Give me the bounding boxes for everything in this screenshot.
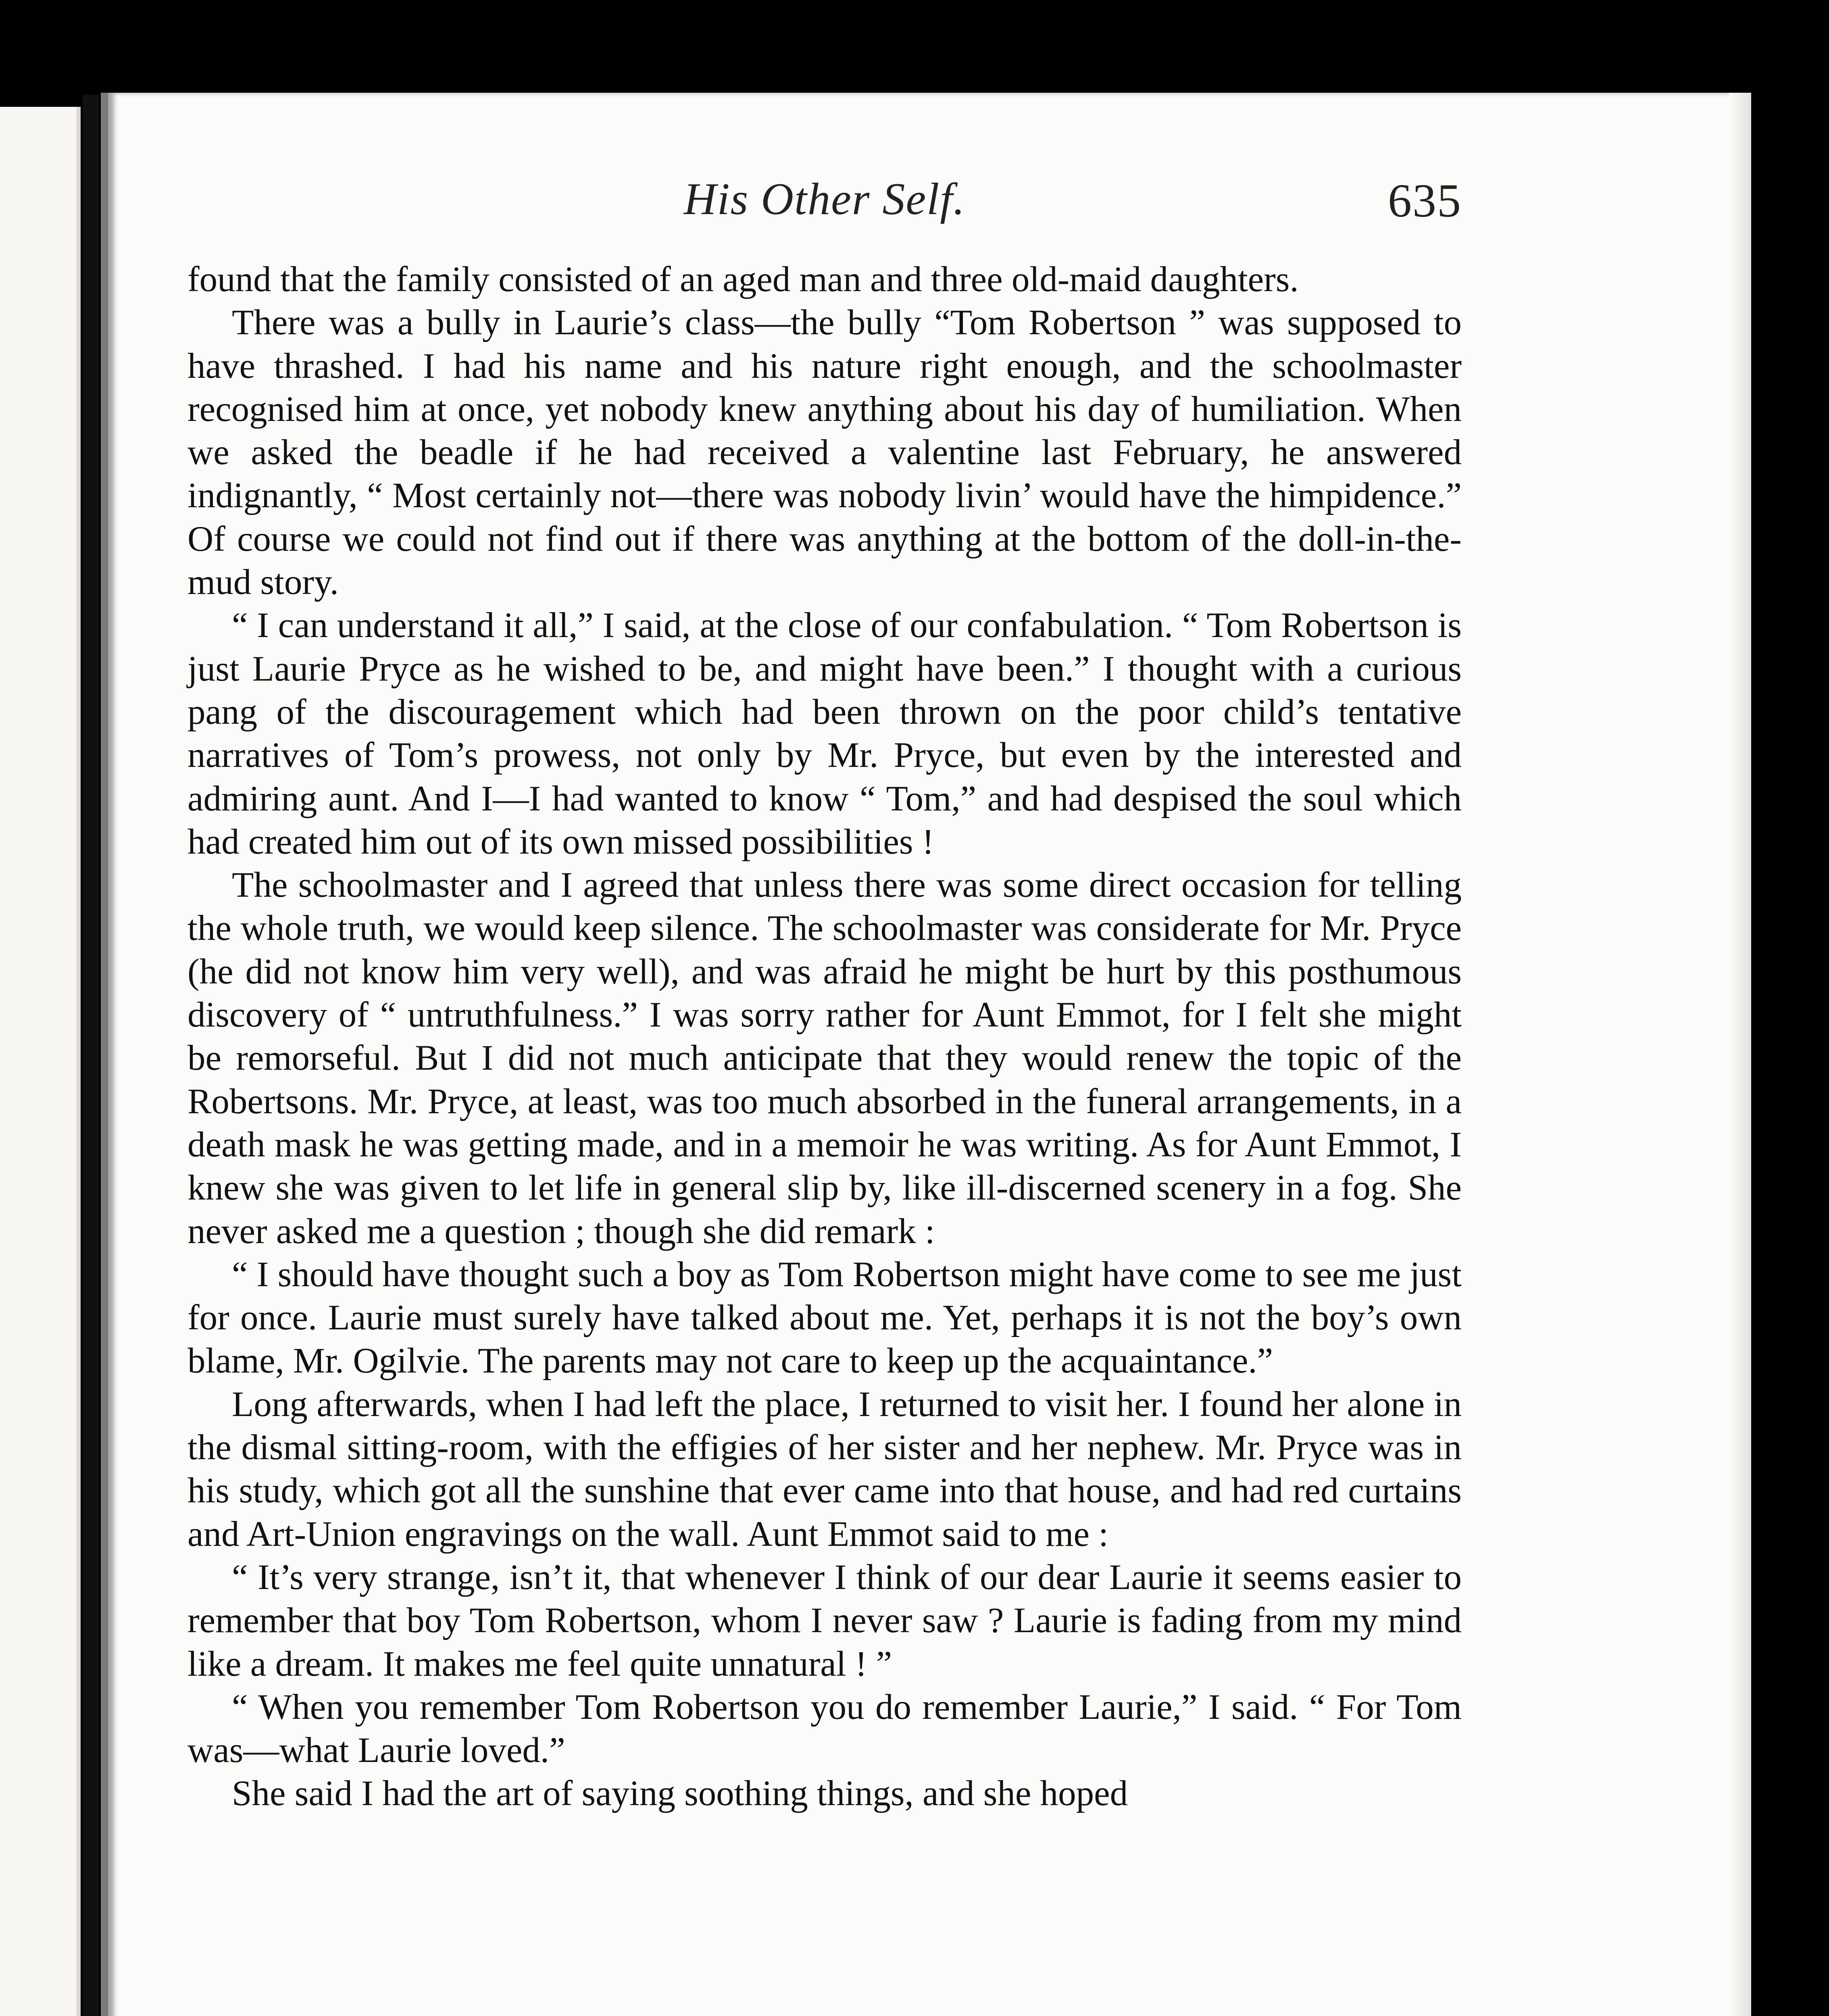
book-gutter <box>83 95 99 2016</box>
paragraph-3: “ I can understand it all,” I said, at the close of our confabulation. “ Tom Robertson is just Laurie Pryce as he wished to be, and might have been.” I thought with a curious pang of the discouragement which had been thrown on the poor child’s tentative narratives of Tom’s prowess, not only by Mr. Pryce, but even by the interested and admiring aunt. And I—I had wanted to know “ Tom,” and had despised the soul which had created him out of its own missed possibilities ! <box>187 606 1462 862</box>
paragraph-5: “ I should have thought such a boy as Tom Robertson might have come to see me just for once. Laurie must surely have talked about me. Yet, perhaps it is not the boy’s own blame, Mr. Ogilvie. The parents may not care to keep up the acquaintance.” <box>187 1254 1462 1381</box>
running-title: His Other Self. <box>683 174 966 224</box>
page-number: 635 <box>1388 174 1462 227</box>
page-edge-shadow <box>1729 93 1751 2016</box>
paragraph-7: “ It’s very strange, isn’t it, that whenever I think of our dear Laurie it seems easier to remember that boy Tom Robertson, whom I never saw ? Laurie is fading from my mind like a dream. It makes me feel quite unnatural ! ” <box>187 1557 1462 1684</box>
paragraph-2: There was a bully in Laurie’s class—the bully “Tom Robertson ” was supposed to have thrashed. I had his name and his nature right enough, and the schoolmaster recognised him at once, yet nobody knew anything about his day of humiliation. When we asked the beadle if he had received a valentine last February, he answered indignantly, “ Most certainly not—there was nobody livin’ would have the himpidence.” Of course we could not find out if there was anything at the bottom of the doll-in-the-mud story. <box>187 303 1462 602</box>
paragraph-9: She said I had the art of saying soothing things, and she hoped <box>232 1774 1128 1814</box>
paragraph-1: found that the family consisted of an aged man and three old-maid daughters. <box>187 260 1299 299</box>
left-page-edge <box>0 107 81 2016</box>
paragraph-8: “ When you remember Tom Robertson you do remember Laurie,” I said. “ For Tom was—what Laurie loved.” <box>187 1687 1462 1770</box>
paragraph-6: Long afterwards, when I had left the place, I returned to visit her. I found her alone in the dismal sitting-room, with the effigies of her sister and her nephew. Mr. Pryce was in his study, which got all the sunshine that ever came into that house, and had red curtains and Art-Union engravings on the wall. Aunt Emmot said to me : <box>187 1384 1462 1554</box>
running-head <box>187 173 1462 246</box>
body-text <box>187 258 1462 1816</box>
paragraph-4: The schoolmaster and I agreed that unless there was some direct occasion for telling the whole truth, we would keep silence. The schoolmaster was considerate for Mr. Pryce (he did not know him very well), and was afraid he might be hurt by this posthumous discovery of “ untruthfulness.” I was sorry rather for Aunt Emmot, for I felt she might be remorseful. But I did not much anticipate that they would renew the topic of the Robertsons. Mr. Pryce, at least, was too much absorbed in the funeral arrangements, in a death mask he was getting made, and in a memoir he was writing. As for Aunt Emmot, I knew she was given to let life in general slip by, like ill-discerned scenery in a fog. She never asked me a question ; though she did remark : <box>187 865 1462 1251</box>
